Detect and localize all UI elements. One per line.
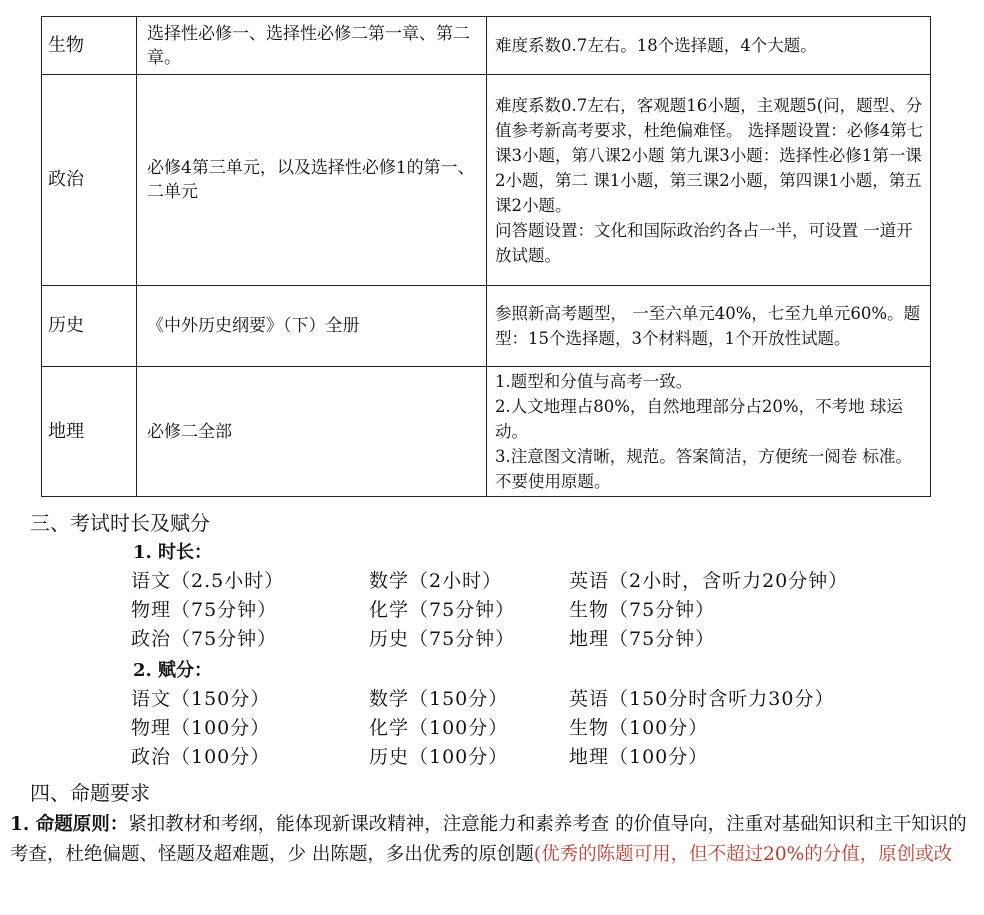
duration-title: 1. 时长： — [133, 542, 213, 563]
duration-item: 物理（75分钟） — [131, 599, 278, 621]
score-item: 语文（150分） — [131, 688, 271, 710]
principle-text: 紧扣教材和考纲，能体现新课改精神，注意能力和素养考查 的价值导向，注重对基础知识和主干知识的考查，杜绝偏题、怪题及超难题，少 出陈题，多出优秀的原创题 — [10, 814, 967, 865]
score-item: 历史（100分） — [369, 746, 509, 768]
score-title: 2. 赋分： — [133, 660, 213, 681]
subject-cell: 历史 — [42, 286, 137, 367]
duration-item: 数学（2小时） — [369, 570, 503, 592]
score-item: 地理（100分） — [569, 746, 709, 768]
scope-cell: 必修4第三单元，以及选择性必修1的第一、二单元 — [137, 75, 487, 286]
table-row — [42, 367, 931, 497]
duration-item: 化学（75分钟） — [369, 599, 516, 621]
table-row — [42, 75, 931, 286]
scope-cell: 必修二全部 — [137, 367, 487, 497]
score-item: 物理（100分） — [131, 717, 271, 739]
duration-item: 地理（75分钟） — [569, 628, 716, 650]
requirement-text: 难度系数0.7左右。18个选择题，4个大题。 — [495, 36, 817, 55]
duration-item: 历史（75分钟） — [369, 628, 516, 650]
requirement-cell — [487, 75, 931, 286]
duration-item: 生物（75分钟） — [569, 599, 716, 621]
subject-cell: 政治 — [42, 75, 137, 286]
subject-cell: 地理 — [42, 367, 137, 497]
scope-cell: 《中外历史纲要》（下）全册 — [137, 286, 487, 367]
requirement-text: 1.题型和分值与高考一致。 — [495, 372, 693, 391]
requirement-text: 2.人文地理占80%，自然地理部分占20%，不考地 球运动。 — [495, 397, 903, 441]
subject-cell: 生物 — [42, 17, 137, 75]
requirement-text: 参照新高考题型， 一至六单元40%，七至九单元60%。题型：15个选择题，3个材料题，1个开放性试题。 — [495, 304, 921, 348]
section-title: 四、命题要求 — [30, 781, 150, 805]
principle-note: (优秀的陈题可用，但不超过20%的分值，原创或改 — [533, 844, 953, 865]
requirement-text: 问答题设置：文化和国际政治约各占一半，可设置 一道开放试题。 — [495, 220, 913, 265]
table-row — [42, 286, 931, 367]
principle-label: 1. 命题原则： — [10, 814, 129, 835]
requirement-cell — [487, 286, 931, 367]
duration-item: 语文（2.5小时） — [131, 570, 285, 592]
requirement-cell — [487, 17, 931, 75]
score-item: 生物（100分） — [569, 717, 709, 739]
score-item: 政治（100分） — [131, 746, 271, 768]
table-row — [42, 17, 931, 75]
requirement-text: 3.注意图文清晰，规范。答案简洁，方便统一阅卷 标准。不要使用原题。 — [495, 447, 912, 491]
principle-paragraph — [10, 810, 970, 870]
requirement-cell — [487, 367, 931, 497]
duration-item: 政治（75分钟） — [131, 628, 278, 650]
requirement-text: 难度系数0.7左右，客观题16小题，主观题5(问，题型、分值参考新高考要求，杜绝偏难怪。 选择题设置：必修4第七课3小题，第八课2小题 第九课3小题：选择性必修1第一课2小题，第二 课1小题，第三课2小题，第四课1小题，第五课2小题。 — [495, 95, 924, 215]
duration-item: 英语（2小时，含听力20分钟） — [569, 570, 849, 592]
score-item: 数学（150分） — [369, 688, 509, 710]
scope-cell: 选择性必修一、选择性必修二第一章、第二章。 — [137, 17, 487, 75]
section-title: 三、考试时长及赋分 — [30, 511, 210, 535]
score-item: 英语（150分时含听力30分） — [569, 688, 835, 710]
score-item: 化学（100分） — [369, 717, 509, 739]
exam-scope-table — [41, 16, 931, 497]
